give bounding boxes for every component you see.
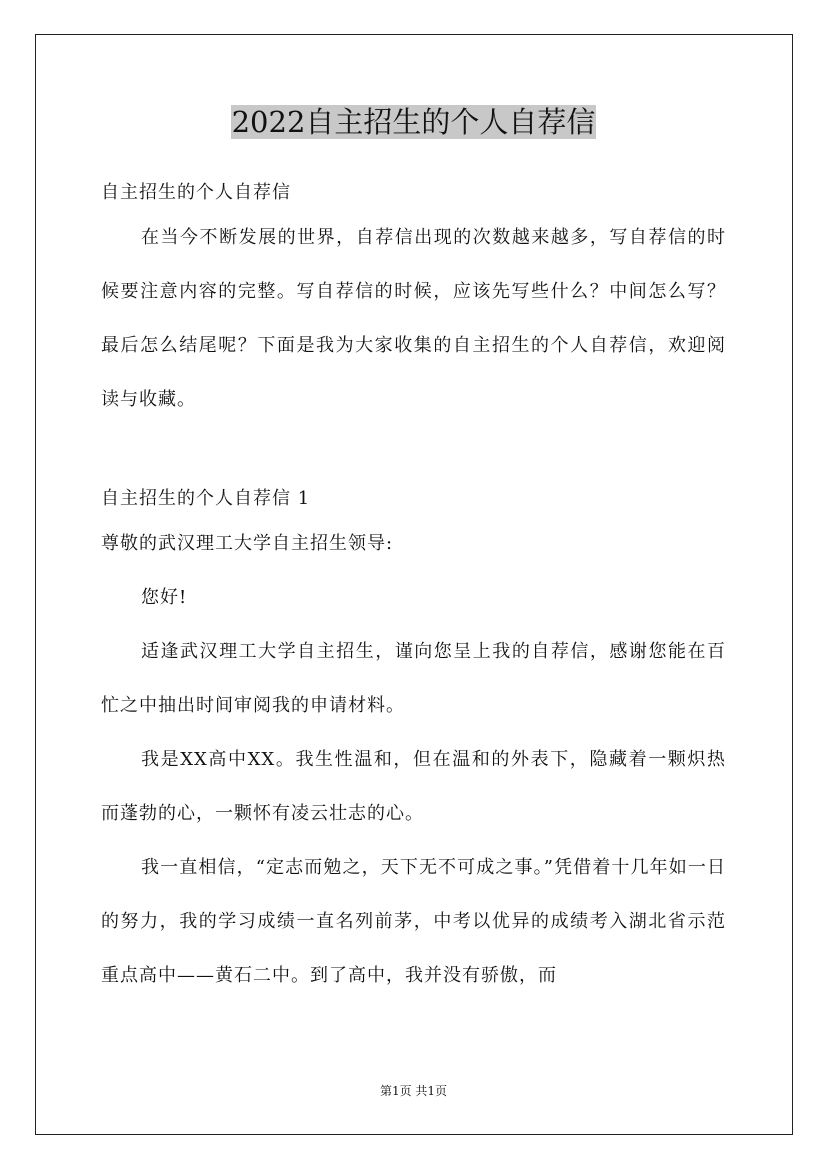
document-body [101, 175, 726, 1003]
intro-paragraph: 在当今不断发展的世界，自荐信出现的次数越来越多，写自荐信的时候要注意内容的完整。写自荐信的时候，应该先写些什么？中间怎么写？最后怎么结尾呢？下面是我为大家收集的自主招生的个人自荐信，欢迎阅读与收藏。 [101, 227, 726, 410]
salutation: 尊敬的武汉理工大学自主招生领导: [101, 533, 394, 554]
body-paragraph: 适逢武汉理工大学自主招生，谨向您呈上我的自荐信，感谢您能在百忙之中抽出时间审阅我的申请材料。 [101, 641, 726, 716]
page-footer: 第1页 共1页 [379, 1084, 448, 1098]
body-paragraph: 我是XX高中XX。我生性温和，但在温和的外表下，隐藏着一颗炽热而蓬勃的心，一颗怀有凌云壮志的心。 [101, 749, 726, 824]
letter-heading: 自主招生的个人自荐信 1 [101, 488, 311, 509]
subtitle: 自主招生的个人自荐信 [101, 182, 291, 203]
document-title [0, 101, 827, 143]
document-title-text: 2022自主招生的个人自荐信 [231, 105, 596, 139]
blank-line [101, 427, 726, 481]
body-paragraph: 我一直相信，“定志而勉之，天下无不可成之事。”凭借着十几年如一日的努力，我的学习成绩一直名列前茅，中考以优异的成绩考入湖北省示范重点高中——黄石二中。到了高中，我并没有骄傲，而 [101, 857, 726, 986]
greeting: 您好! [141, 587, 188, 608]
